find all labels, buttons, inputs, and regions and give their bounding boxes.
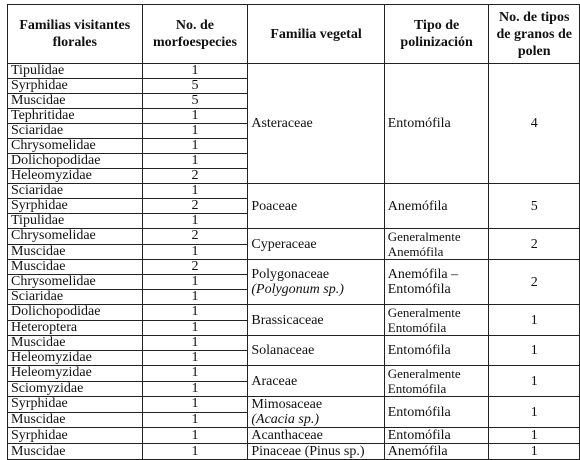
morfoespecies-count-cell: 1	[142, 290, 248, 305]
pollination-type-cell: Anemófila	[384, 184, 489, 229]
visitor-family-cell: Sciaridae	[8, 124, 143, 139]
pollination-type-cell: Entomófila	[384, 428, 489, 444]
morfoespecies-count-cell: 1	[142, 64, 248, 79]
pollen-grain-types-cell: 2	[489, 229, 580, 260]
morfoespecies-count-cell: 1	[142, 184, 248, 199]
plant-family-name: Cyperaceae	[251, 236, 317, 252]
table-body	[8, 64, 580, 460]
table-row	[8, 260, 580, 275]
morfoespecies-count-cell: 2	[142, 169, 248, 184]
visitor-family-cell: Syrphidae	[8, 397, 143, 413]
pollination-table	[7, 4, 580, 460]
visitor-family-cell: Muscidae	[8, 444, 143, 460]
pollination-type-cell: Generalmente Entomófila	[384, 366, 489, 397]
table-row	[8, 397, 580, 413]
header-morfoespecies: No. de morfoespecies	[142, 5, 248, 64]
morfoespecies-count-cell: 2	[142, 199, 248, 214]
morfoespecies-count-cell: 1	[142, 109, 248, 124]
table-row	[8, 229, 580, 245]
plant-family-cell	[248, 397, 384, 428]
table-row	[8, 428, 580, 444]
morfoespecies-count-cell: 1	[142, 351, 248, 366]
plant-family-cell	[248, 336, 384, 366]
plant-family-cell	[248, 229, 384, 260]
visitor-family-cell: Sciaridae	[8, 290, 143, 305]
plant-family-cell	[248, 260, 384, 305]
visitor-family-cell: Sciaridae	[8, 184, 143, 199]
pollen-grain-types-cell: 1	[489, 366, 580, 397]
header-familia-vegetal: Familia vegetal	[248, 5, 384, 64]
morfoespecies-count-cell: 1	[142, 381, 248, 397]
morfoespecies-count-cell: 1	[142, 336, 248, 351]
header-tipo-polinizacion: Tipo de polinización	[384, 5, 489, 64]
visitor-family-cell: Syrphidae	[8, 79, 143, 94]
pollination-type-cell: Generalmente Entomófila	[384, 305, 489, 336]
pollination-type-cell: Anemófila – Entomófila	[384, 260, 489, 305]
visitor-family-cell: Muscidae	[8, 244, 143, 260]
morfoespecies-count-cell: 1	[142, 124, 248, 139]
pollination-type-cell: Entomófila	[384, 397, 489, 428]
plant-family-name: Solanaceae	[251, 343, 315, 358]
plant-family-cell	[248, 305, 384, 336]
table-row	[8, 305, 580, 321]
morfoespecies-count-cell: 1	[142, 428, 248, 444]
header-familias-visitantes: Familias visitantes florales	[8, 5, 143, 64]
morfoespecies-count-cell: 1	[142, 139, 248, 154]
morfoespecies-count-cell: 1	[142, 444, 248, 460]
plant-family-name: Araceae	[251, 373, 298, 389]
plant-family-cell	[248, 428, 384, 444]
header-granos-polen: No. de tipos de granos de polen	[489, 5, 580, 64]
table-container	[7, 4, 580, 460]
visitor-family-cell: Heleomyzidae	[8, 351, 143, 366]
plant-family-name: Poaceae	[251, 198, 298, 214]
pollination-type-cell: Anemófila	[384, 444, 489, 460]
table-row	[8, 444, 580, 460]
pollen-grain-types-cell: 1	[489, 428, 580, 444]
visitor-family-cell: Sciomyzidae	[8, 381, 143, 397]
visitor-family-cell: Syrphidae	[8, 428, 143, 444]
morfoespecies-count-cell: 1	[142, 244, 248, 260]
pollen-grain-types-cell: 5	[489, 184, 580, 229]
morfoespecies-count-cell: 1	[142, 320, 248, 336]
plant-family-cell	[248, 444, 384, 460]
visitor-family-cell: Dolichopodidae	[8, 154, 143, 169]
pollination-type-cell: Generalmente Anemófila	[384, 229, 489, 260]
visitor-family-cell: Chrysomelidae	[8, 229, 143, 245]
visitor-family-cell: Heleomyzidae	[8, 169, 143, 184]
morfoespecies-count-cell: 5	[142, 94, 248, 109]
visitor-family-cell: Tipulidae	[8, 214, 143, 229]
morfoespecies-count-cell: 2	[142, 260, 248, 275]
plant-genus-italic: (Acacia sp.)	[251, 412, 320, 427]
visitor-family-cell: Dolichopodidae	[8, 305, 143, 321]
plant-family-name: Acanthaceae	[251, 428, 323, 443]
visitor-family-cell: Muscidae	[8, 412, 143, 428]
visitor-family-cell: Muscidae	[8, 94, 143, 109]
morfoespecies-count-cell: 1	[142, 305, 248, 321]
visitor-family-cell: Muscidae	[8, 260, 143, 275]
morfoespecies-count-cell: 1	[142, 214, 248, 229]
pollination-type-cell: Entomófila	[384, 336, 489, 366]
table-row	[8, 366, 580, 382]
visitor-family-cell: Heteroptera	[8, 320, 143, 336]
plant-family-name: Pinaceae (Pinus sp.)	[251, 444, 365, 459]
plant-family-name: Mimosaceae	[251, 397, 323, 412]
table-row	[8, 336, 580, 351]
plant-genus-italic: (Polygonum sp.)	[251, 282, 344, 297]
pollen-grain-types-cell: 2	[489, 260, 580, 305]
plant-family-cell	[248, 366, 384, 397]
morfoespecies-count-cell: 1	[142, 412, 248, 428]
morfoespecies-count-cell: 2	[142, 229, 248, 245]
plant-family-name: Polygonaceae	[251, 267, 330, 282]
visitor-family-cell: Syrphidae	[8, 199, 143, 214]
morfoespecies-count-cell: 1	[142, 366, 248, 382]
pollen-grain-types-cell: 4	[489, 64, 580, 184]
pollen-grain-types-cell: 1	[489, 336, 580, 366]
plant-family-cell	[248, 64, 384, 184]
pollination-type-cell: Entomófila	[384, 64, 489, 184]
morfoespecies-count-cell: 5	[142, 79, 248, 94]
header-row	[8, 5, 580, 64]
table-row	[8, 64, 580, 79]
table-row	[8, 184, 580, 199]
visitor-family-cell: Heleomyzidae	[8, 366, 143, 382]
plant-family-name: Asteraceae	[251, 116, 313, 131]
morfoespecies-count-cell: 1	[142, 397, 248, 413]
plant-family-cell	[248, 184, 384, 229]
pollen-grain-types-cell: 1	[489, 305, 580, 336]
pollen-grain-types-cell: 1	[489, 397, 580, 428]
morfoespecies-count-cell: 1	[142, 154, 248, 169]
visitor-family-cell: Muscidae	[8, 336, 143, 351]
visitor-family-cell: Chrysomelidae	[8, 275, 143, 290]
pollen-grain-types-cell: 1	[489, 444, 580, 460]
visitor-family-cell: Chrysomelidae	[8, 139, 143, 154]
visitor-family-cell: Tephritidae	[8, 109, 143, 124]
visitor-family-cell: Tipulidae	[8, 64, 143, 79]
morfoespecies-count-cell: 1	[142, 275, 248, 290]
plant-family-name: Brassicaceae	[251, 312, 324, 328]
